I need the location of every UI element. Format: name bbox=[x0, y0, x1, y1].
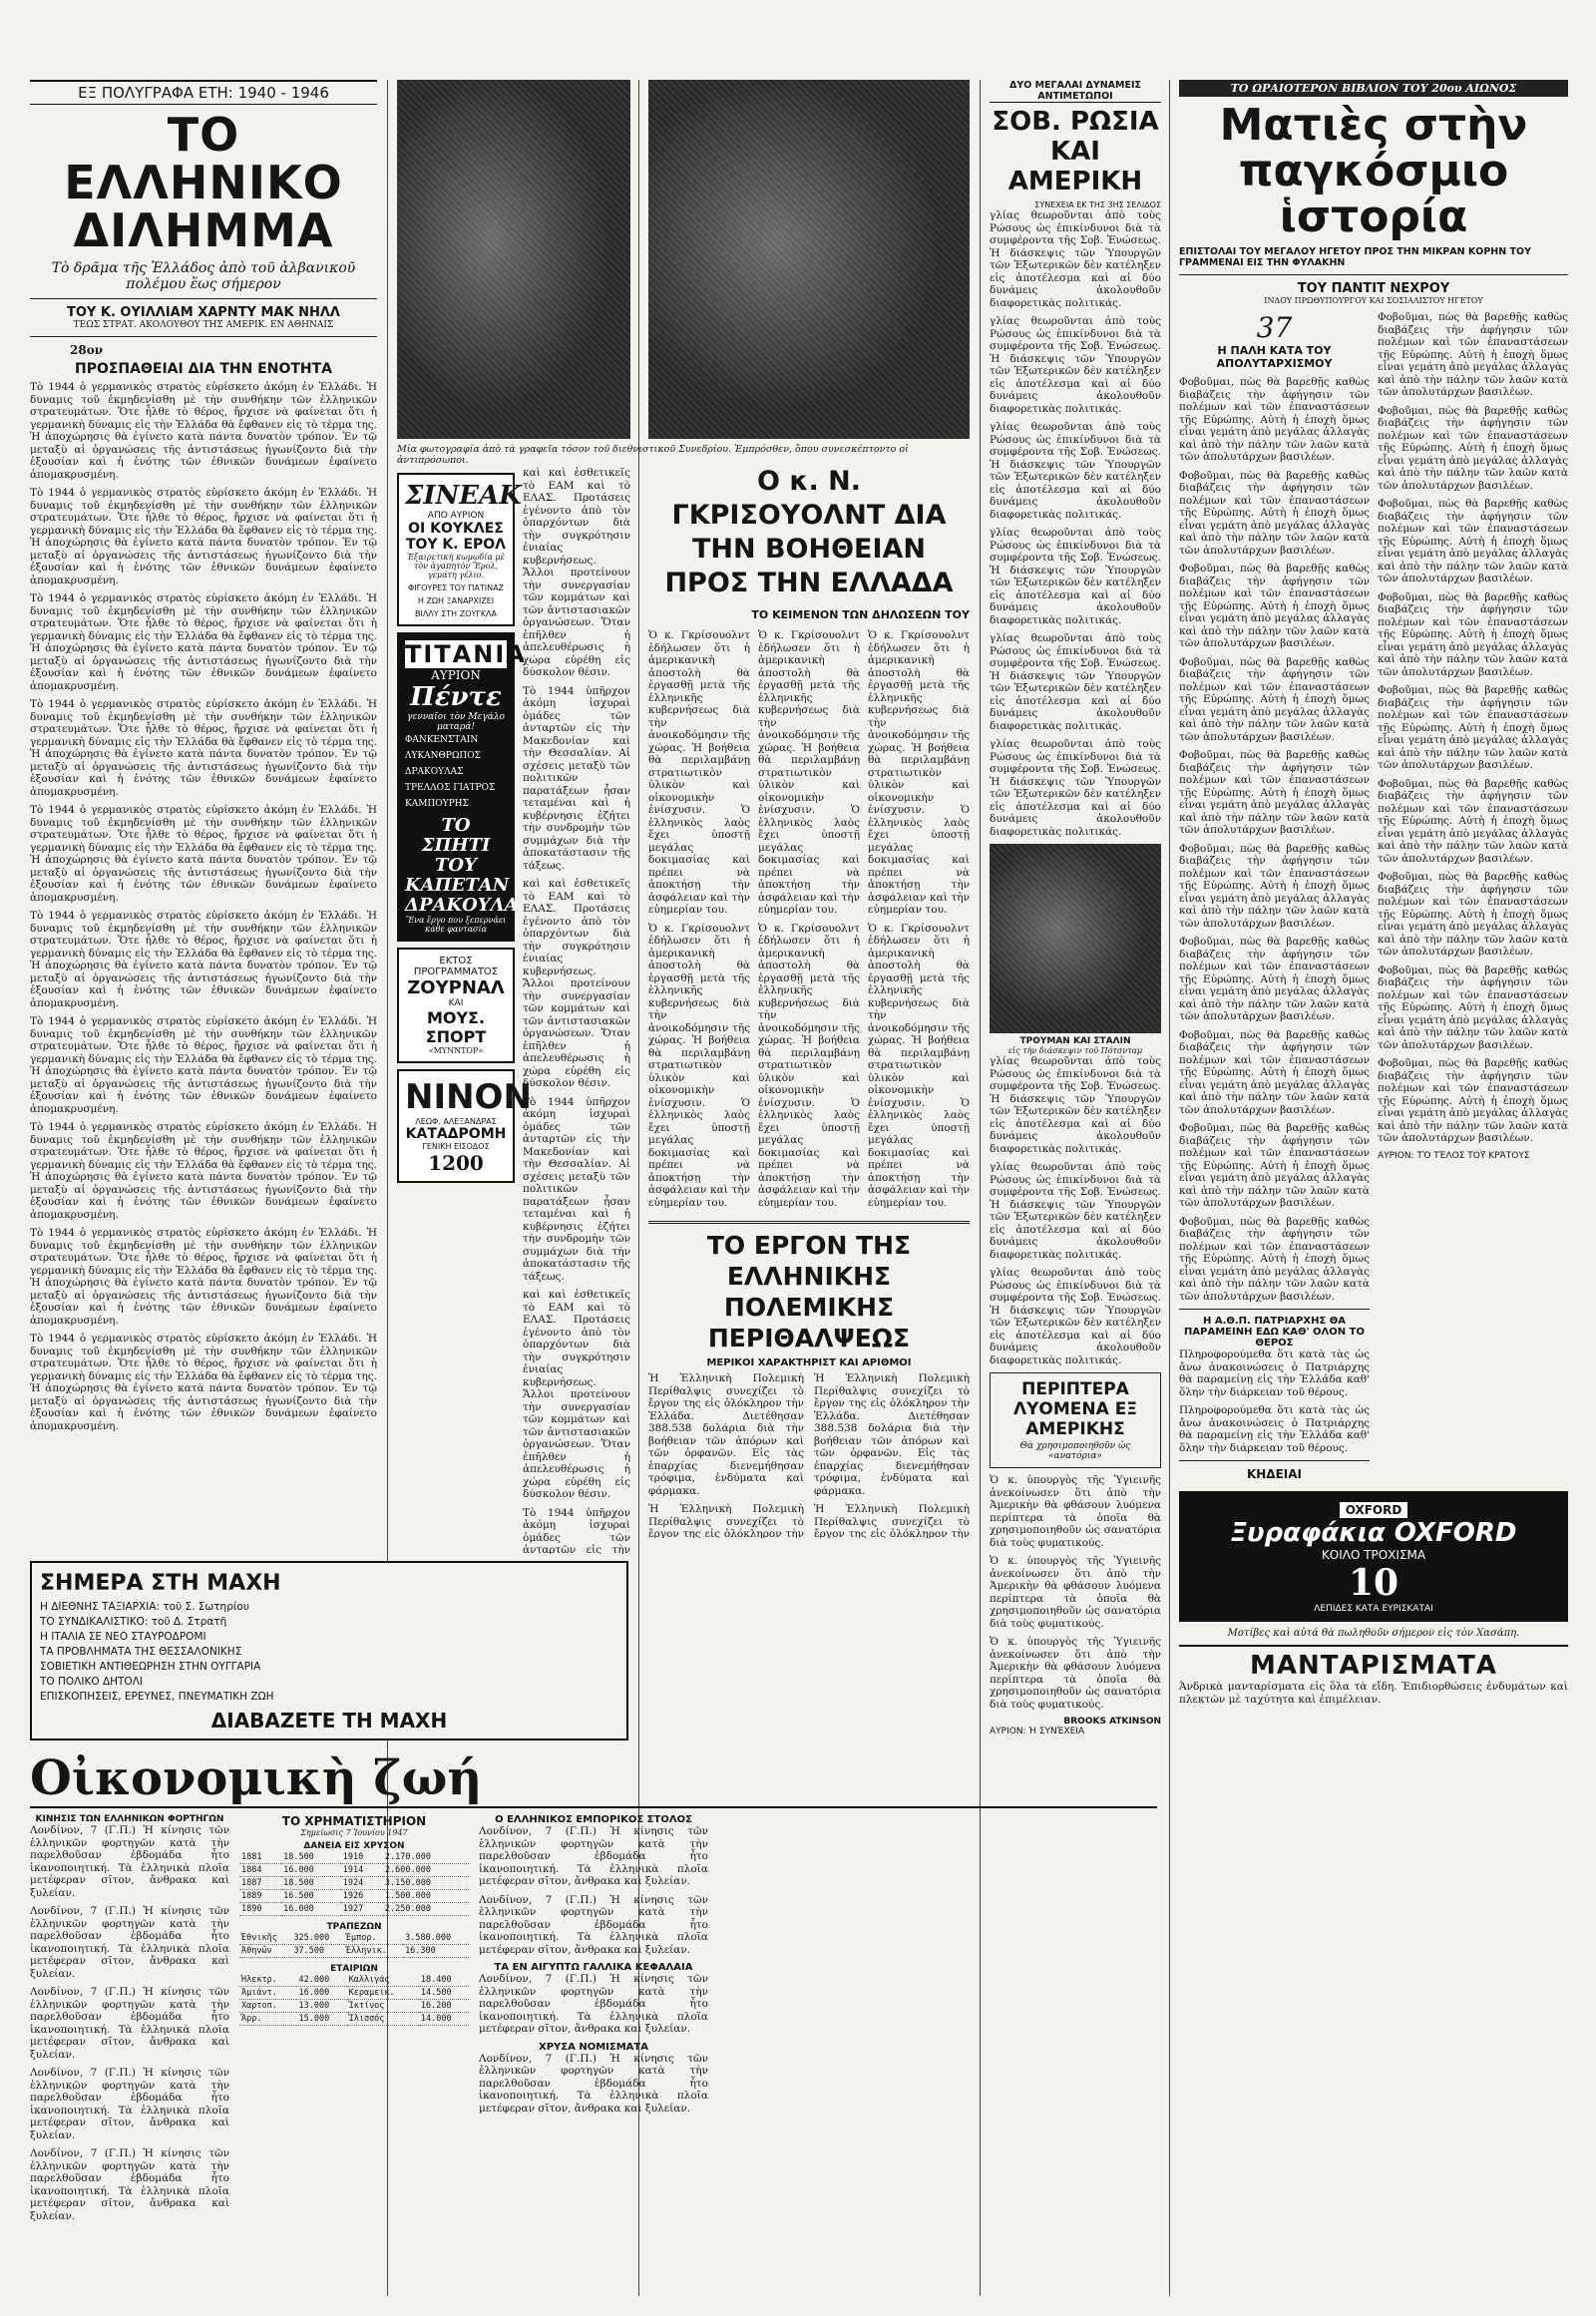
article-body: γλίας θεωροῦνται ἀπὸ τοὺς Ρώσους ὡς ἐπικίνδυνοι διὰ τὰ συμφέροντα τῆς Σοβ. Ἑνώσεως. Ἡ διάσκεψις τῶν Ὑπουργῶν τῶν Ἐξωτερικῶν δὲν κατέληξεν εἰς ἀποτέλεσμα καὶ αἱ δύο δυνάμεις ἀκολουθοῦν διαφορετικὰς πολιτικάς. bbox=[990, 209, 1161, 309]
griswold-body: Ὁ κ. Γκρίσουολντ ἐδήλωσεν ὅτι ἡ ἀμερικανικὴ ἀποστολὴ θὰ ἐργασθῇ μετὰ τῆς ἑλληνικῆς κυβερνήσεως διὰ τὴν ἀνοικοδόμησιν τῆς χώρας. Ἡ βοήθεια θὰ περιλαμβάνῃ στρατιωτικὸν ὑλικὸν καὶ οἰκονομικὴν ἐνίσχυσιν. Ὁ ἑλληνικὸς λαὸς ἔχει ὑποστῇ μεγάλας δοκιμασίας καὶ πρέπει νὰ ἀποκτήσῃ τὴν ἀσφάλειαν καὶ τὴν εὐημερίαν του. bbox=[868, 629, 970, 916]
article-body: Τὸ 1944 ὁ γερμανικὸς στρατὸς εὑρίσκετο ἀκόμη ἐν Ἑλλάδι. Ἡ δυναμις τοῦ ἐκμηδενίσθη μὲ τὴν συνθήκην τῶν ἑλληνικῶν στρατευμάτων. Ὅτε ἦλθε τὸ θέρος, ἤρχισε νὰ φαίνεται ὅτι ἡ γερμανικὴ δύναμις εἰς τὴν Ἑλλάδα θὰ ἔφθανεν εἰς τὸ τέρμα της. Ἡ ἀποχώρησις θὰ ἐγίνετο κατὰ πάντα δυνατὸν τρόπον. Ἐν τῷ μεταξὺ αἱ ὀργανώσεις τῆς ἀντιστάσεως ἠγωνίζοντο διὰ τὴν ἐξουσίαν καὶ ἡ ἑνότης τῶν ἐθνικῶν δυνάμεων ἐφαίνετο ἀπομακρυσμένη. bbox=[30, 698, 377, 798]
economy-body: Λονδίνον, 7 (Γ.Π.) Ἡ κίνησις τῶν ἑλληνικῶν φορτηγῶν κατὰ τὴν παρελθοῦσαν ἑβδομάδα ἦτο ἱκανοποιητική. Τὰ ἑλληνικὰ πλοῖα μετέφεραν σῖτον, ἄνθρακα καὶ ξυλείαν. bbox=[30, 1905, 229, 1980]
oxford-brand: OXFORD bbox=[1340, 1502, 1408, 1518]
column-2-body: καὶ καὶ ἐσθετικεῖς τὸ ΕΑΜ καὶ τὸ ΕΛΑΣ. Προτάσεις ἐγένοντο ἀπὸ τὸν ὁπαρχόντων διὰ τὴν συγκρότησιν ἐνιαίας κυβερνήσεως. Ἄλλοι προτείνουν τὴν συνεργασίαν τῶν κομμάτων καὶ τῶν ἀντιστασιακῶν ὀργανώσεων. Ὅταν ἐπῆλθεν ἡ ἀπελευθέρωσις ἡ χώρα εὑρέθη εἰς δύσκολον θέσιν. bbox=[523, 1289, 630, 1500]
makhi-item: Η ΙΤΑΛΙΑ ΣΕ ΝΕΟ ΣΤΑΥΡΟΔΡΟΜΙ bbox=[40, 1631, 206, 1643]
article-body: Φοβοῦμαι, πὼς θὰ βαρεθῇς καθὼς διαβάζεις τὴν ἀφήγησιν τῶν πολέμων καὶ τῶν ἐπαναστάσεων τῆς Εὐρώπης. Αὐτὴ ἡ ἐποχὴ ὅμως εἶναι γεμάτη ἀπὸ μεγάλας ἀλλαγὰς καὶ ἀπὸ τὴν πάλην τῶν λαῶν κατὰ τῶν ἀπολυτάρχων βασιλέων. bbox=[1179, 469, 1370, 557]
griswold-subhead: ΤΟ ΚΕΙΜΕΝΟΝ ΤΩΝ ΔΗΛΩΣΕΩΝ ΤΟΥ bbox=[751, 608, 970, 621]
sineak-stars: ΦΙΓΟΥΡΕΣ ΤΟΥ ΠΑΤΙΝΑΖ bbox=[407, 583, 505, 592]
kai: ΚΑΙ bbox=[448, 998, 464, 1008]
oxford-product: Ξυραφάκια OXFORD bbox=[1230, 1518, 1517, 1548]
column-rule bbox=[1169, 80, 1170, 2296]
titania-tomorrow: ΑΥΡΙΟΝ bbox=[431, 668, 481, 682]
article-body: Φοβοῦμαι, πὼς θὰ βαρεθῇς καθὼς διαβάζεις τὴν ἀφήγησιν τῶν πολέμων καὶ τῶν ἐπαναστάσεων τῆς Εὐρώπης. Αὐτὴ ἡ ἐποχὴ ὅμως εἶναι γεμάτη ἀπὸ μεγάλας ἀλλαγὰς καὶ ἀπὸ τὴν πάλην τῶν λαῶν κατὰ τῶν ἀπολυτάρχων βασιλέων. bbox=[1378, 404, 1568, 492]
ninon-price: 1200 bbox=[428, 1151, 484, 1175]
headline: Ματιὲς στὴν παγκόσμιο ἱστορία bbox=[1219, 100, 1528, 242]
article-body: γλίας θεωροῦνται ἀπὸ τοὺς Ρώσους ὡς ἐπικίνδυνοι διὰ τὰ συμφέροντα τῆς Σοβ. Ἑνώσεως. Ἡ διάσκεψις τῶν Ὑπουργῶν τῶν Ἐξωτερικῶν δὲν κατέληξεν εἰς ἀποτέλεσμα καὶ αἱ δύο δυνάμεις ἀκολουθοῦν διαφορετικὰς πολιτικάς. bbox=[990, 738, 1161, 838]
patriarch-headline: Η Α.Θ.Π. ΠΑΤΡΙΑΡΧΗΣ ΘΑ ΠΑΡΑΜΕΙΝΗ ΕΔΩ ΚΑΘ' ΟΛΟΝ ΤΟ ΘΕΡΟΣ bbox=[1184, 1316, 1365, 1349]
column-nehru bbox=[1179, 80, 1568, 2296]
economy-title: Οἰκονομικὴ ζωή bbox=[30, 1750, 1157, 1808]
article-body: γλίας θεωροῦνται ἀπὸ τοὺς Ρώσους ὡς ἐπικίνδυνοι διὰ τὰ συμφέροντα τῆς Σοβ. Ἑνώσεως. Ἡ διάσκεψις τῶν Ὑπουργῶν τῶν Ἐξωτερικῶν δὲν κατέληξεν εἰς ἀποτέλεσμα καὶ αἱ δύο δυνάμεις ἀκολουθοῦν διαφορετικὰς πολιτικάς. bbox=[990, 315, 1161, 415]
titania-monster: ΦΑΝΚΕΝΣΤΑΙΝ bbox=[405, 735, 479, 745]
titania-monster: ΚΑΜΠΟΥΡΗΣ bbox=[405, 799, 469, 809]
article-body: Φοβοῦμαι, πὼς θὰ βαρεθῇς καθὼς διαβάζεις τὴν ἀφήγησιν τῶν πολέμων καὶ τῶν ἐπαναστάσεων τῆς Εὐρώπης. Αὐτὴ ἡ ἐποχὴ ὅμως εἶναι γεμάτη ἀπὸ μεγάλας ἀλλαγὰς καὶ ἀπὸ τὴν πάλην τῶν λαῶν κατὰ τῶν ἀπολυτάρχων βασιλέων. bbox=[1179, 749, 1370, 836]
article-body: Φοβοῦμαι, πὼς θὰ βαρεθῇς καθὼς διαβάζεις τὴν ἀφήγησιν τῶν πολέμων καὶ τῶν ἐπαναστάσεων τῆς Εὐρώπης. Αὐτὴ ἡ ἐποχὴ ὅμως εἶναι γεμάτη ἀπὸ μεγάλας ἀλλαγὰς καὶ ἀπὸ τὴν πάλην τῶν λαῶν κατὰ τῶν ἀπολυτάρχων βασιλέων. bbox=[1378, 590, 1568, 678]
sineak-ad[interactable] bbox=[397, 473, 522, 626]
titania-ad[interactable] bbox=[397, 632, 527, 942]
banks-head: ΤΡΑΠΕΖΩΝ bbox=[326, 1922, 382, 1932]
conference-photo bbox=[397, 80, 630, 439]
table-row: 1881 18.500 1910 2.170.000 bbox=[239, 1851, 469, 1864]
article-body: Τὸ 1944 ὁ γερμανικὸς στρατὸς εὑρίσκετο ἀκόμη ἐν Ἑλλάδι. Ἡ δυναμις τοῦ ἐκμηδενίσθη μὲ τὴν συνθήκην τῶν ἑλληνικῶν στρατευμάτων. Ὅτε ἦλθε τὸ θέρος, ἤρχισε νὰ φαίνεται ὅτι ἡ γερμανικὴ δύναμις εἰς τὴν Ἑλλάδα θὰ ἔφθανεν εἰς τὸ τέρμα της. Ἡ ἀποχώρησις θὰ ἐγίνετο κατὰ πάντα δυνατὸν τρόπον. Ἐν τῷ μεταξὺ αἱ ὀργανώσεις τῆς ἀντιστάσεως ἠγωνίζοντο διὰ τὴν ἐξουσίαν καὶ ἡ ἑνότης τῶν ἐθνικῶν δυνάμεων ἐφαίνετο ἀπομακρυσμένη. bbox=[30, 1015, 377, 1115]
article-body: Φοβοῦμαι, πὼς θὰ βαρεθῇς καθὼς διαβάζεις τὴν ἀφήγησιν τῶν πολέμων καὶ τῶν ἐπαναστάσεων τῆς Εὐρώπης. Αὐτὴ ἡ ἐποχὴ ὅμως εἶναι γεμάτη ἀπὸ μεγάλας ἀλλαγὰς καὶ ἀπὸ τὴν πάλην τῶν λαῶν κατὰ τῶν ἀπολυτάρχων βασιλέων. bbox=[1179, 655, 1370, 743]
sineak-desc: Ἐξαιρετικὴ κωμῳδία μὲ τὸν ἀγαπητὸν Ἔρολ, γεμάτη γέλιο. bbox=[407, 553, 505, 579]
economy-body: Λονδίνον, 7 (Γ.Π.) Ἡ κίνησις τῶν ἑλληνικῶν φορτηγῶν κατὰ τὴν παρελθοῦσαν ἑβδομάδα ἦτο ἱκανοποιητική. Τὰ ἑλληνικὰ πλοῖα μετέφεραν σῖτον, ἄνθρακα καὶ ξυλείαν. bbox=[30, 1986, 229, 2061]
table-row: Ἀμιάντ. 16.000 Κεραμεικ. 14.500 bbox=[239, 1987, 469, 2000]
griswold-body: Ὁ κ. Γκρίσουολντ ἐδήλωσεν ὅτι ἡ ἀμερικανικὴ ἀποστολὴ θὰ ἐργασθῇ μετὰ τῆς ἑλληνικῆς κυβερνήσεως διὰ τὴν ἀνοικοδόμησιν τῆς χώρας. Ἡ βοήθεια θὰ περιλαμβάνῃ στρατιωτικὸν ὑλικὸν καὶ οἰκονομικὴν ἐνίσχυσιν. Ὁ ἑλληνικὸς λαὸς ἔχει ὑποστῇ μεγάλας δοκιμασίας καὶ πρέπει νὰ ἀποκτήσῃ τὴν ἀσφάλειαν καὶ τὴν εὐημερίαν του. bbox=[648, 629, 750, 916]
article-body: γλίας θεωροῦνται ἀπὸ τοὺς Ρώσους ὡς ἐπικίνδυνοι διὰ τὰ συμφέροντα τῆς Σοβ. Ἑνώσεως. Ἡ διάσκεψις τῶν Ὑπουργῶν τῶν Ἐξωτερικῶν δὲν κατέληξεν εἰς ἀποτέλεσμα καὶ αἱ δύο δυνάμεις ἀκολουθοῦν διαφορετικὰς πολιτικάς. bbox=[990, 632, 1161, 732]
article-body: Τὸ 1944 ὁ γερμανικὸς στρατὸς εὑρίσκετο ἀκόμη ἐν Ἑλλάδι. Ἡ δυναμις τοῦ ἐκμηδενίσθη μὲ τὴν συνθήκην τῶν ἑλληνικῶν στρατευμάτων. Ὅτε ἦλθε τὸ θέρος, ἤρχισε νὰ φαίνεται ὅτι ἡ γερμανικὴ δύναμις εἰς τὴν Ἑλλάδα θὰ ἔφθανεν εἰς τὸ τέρμα της. Ἡ ἀποχώρησις θὰ ἐγίνετο κατὰ πάντα δυνατὸν τρόπον. Ἐν τῷ μεταξὺ αἱ ὀργανώσεις τῆς ἀντιστάσεως ἠγωνίζοντο διὰ τὴν ἐξουσίαν καὶ ἡ ἑνότης τῶν ἐθνικῶν δυνάμεων ἐφαίνετο ἀπομακρυσμένη. bbox=[30, 381, 377, 481]
table-row: Ἠλεκτρ. 42.000 Καλλιγάς 18.400 bbox=[239, 1974, 469, 1987]
mat-note: Μοτίβες καὶ αὐτά θὰ πωληθοῦν σήμερον εἰς τὸν Χασάπη. bbox=[1227, 1628, 1520, 1639]
economy-sub2: ΤΟ ΧΡΗΜΑΤΙΣΤΗΡΙΟΝ bbox=[281, 1814, 427, 1828]
article-body: Φοβοῦμαι, πὼς θὰ βαρεθῇς καθὼς διαβάζεις τὴν ἀφήγησιν τῶν πολέμων καὶ τῶν ἐπαναστάσεων τῆς Εὐρώπης. Αὐτὴ ἡ ἐποχὴ ὅμως εἶναι γεμάτη ἀπὸ μεγάλας ἀλλαγὰς καὶ ἀπὸ τὴν πάλην τῶν λαῶν κατὰ τῶν ἀπολυτάρχων βασιλέων. bbox=[1378, 871, 1568, 958]
journal: ΖΟΥΡΝΑΛ bbox=[407, 977, 505, 998]
column-soviet-america bbox=[990, 80, 1161, 2296]
subhead: Τὸ δρᾶμα τῆς Ἑλλάδος ἀπὸ τοῦ ἀλβανικοῦ πολέμου ἕως σήμερον bbox=[51, 260, 356, 292]
article-body: Τὸ 1944 ὁ γερμανικὸς στρατὸς εὑρίσκετο ἀκόμη ἐν Ἑλλάδι. Ἡ δυναμις τοῦ ἐκμηδενίσθη μὲ τὴν συνθήκην τῶν ἑλληνικῶν στρατευμάτων. Ὅτε ἦλθε τὸ θέρος, ἤρχισε νὰ φαίνεται ὅτι ἡ γερμανικὴ δύναμις εἰς τὴν Ἑλλάδα θὰ ἔφθανεν εἰς τὸ τέρμα της. Ἡ ἀποχώρησις θὰ ἐγίνετο κατὰ πάντα δυνατὸν τρόπον. Ἐν τῷ μεταξὺ αἱ ὀργανώσεις τῆς ἀντιστάσεως ἠγωνίζοντο διὰ τὴν ἐξουσίαν καὶ ἡ ἑνότης τῶν ἐθνικῶν δυνάμεων ἐφαίνετο ἀπομακρυσμένη. bbox=[30, 592, 377, 692]
patriarch-body: Πληροφορούμεθα ὅτι κατὰ τὰς ὡς ἄνω ἀνακοινώσεις ὁ Πατριάρχης θὰ παραμείνῃ εἰς τὴν Ἑλλάδα καθ' ὅλην τὴν διάρκειαν τοῦ θέρους. bbox=[1179, 1404, 1370, 1454]
griswold-body: Ὁ κ. Γκρίσουολντ ἐδήλωσεν ὅτι ἡ ἀμερικανικὴ ἀποστολὴ θὰ ἐργασθῇ μετὰ τῆς ἑλληνικῆς κυβερνήσεως διὰ τὴν ἀνοικοδόμησιν τῆς χώρας. Ἡ βοήθεια θὰ περιλαμβάνῃ στρατιωτικὸν ὑλικὸν καὶ οἰκονομικὴν ἐνίσχυσιν. Ὁ ἑλληνικὸς λαὸς ἔχει ὑποστῇ μεγάλας δοκιμασίας καὶ πρέπει νὰ ἀποκτήσῃ τὴν ἀσφάλειαν καὶ τὴν εὐημερίαν του. bbox=[758, 922, 860, 1209]
table-row: Χαρτοπ. 13.000 Ἰκτίνος 16.200 bbox=[239, 2000, 469, 2013]
table-row: 1884 16.000 1914 2.600.000 bbox=[239, 1864, 469, 1877]
article-body: γλίας θεωροῦνται ἀπὸ τοὺς Ρώσους ὡς ἐπικίνδυνοι διὰ τὰ συμφέροντα τῆς Σοβ. Ἑνώσεως. Ἡ διάσκεψις τῶν Ὑπουργῶν τῶν Ἐξωτερικῶν δὲν κατέληξεν εἰς ἀποτέλεσμα καὶ αἱ δύο δυνάμεις ἀκολουθοῦν διαφορετικὰς πολιτικάς. bbox=[990, 527, 1161, 626]
article-body: Φοβοῦμαι, πὼς θὰ βαρεθῇς καθὼς διαβάζεις τὴν ἀφήγησιν τῶν πολέμων καὶ τῶν ἐπαναστάσεων τῆς Εὐρώπης. Αὐτὴ ἡ ἐποχὴ ὅμως εἶναι γεμάτη ἀπὸ μεγάλας ἀλλαγὰς καὶ ἀπὸ τὴν πάλην τῶν λαῶν κατὰ τῶν ἀπολυτάρχων βασιλέων. bbox=[1179, 1122, 1370, 1209]
makhi-item: ΤΑ ΠΡΟΒΛΗΜΑΤΑ ΤΗΣ ΘΕΣΣΑΛΟΝΙΚΗΣ bbox=[40, 1646, 242, 1658]
kicker: ΔΥΟ ΜΕΓΑΛΑΙ ΔΥΝΑΜΕΙΣ ΑΝΤΙΜΕΤΩΠΟΙ bbox=[990, 80, 1161, 103]
photo-caption: ΤΡΟΥΜΑΝ ΚΑΙ ΣΤΑΛΙΝ bbox=[1019, 1036, 1131, 1046]
byline: ΤΟΥ Κ. ΟΥΙΛΛΙΑΜ ΧΑΡΝΤΥ ΜΑΚ ΝΗΛΛ bbox=[67, 305, 340, 320]
firms-table bbox=[239, 1974, 469, 2026]
column-center bbox=[648, 80, 970, 1538]
economy-body: Λονδίνον, 7 (Γ.Π.) Ἡ κίνησις τῶν ἑλληνικῶν φορτηγῶν κατὰ τὴν παρελθοῦσαν ἑβδομάδα ἦτο ἱκανοποιητική. Τὰ ἑλληνικὰ πλοῖα μετέφεραν σῖτον, ἄνθρακα καὶ ξυλείαν. bbox=[479, 2052, 708, 2115]
economy-body: Λονδίνον, 7 (Γ.Π.) Ἡ κίνησις τῶν ἑλληνικῶν φορτηγῶν κατὰ τὴν παρελθοῦσαν ἑβδομάδα ἦτο ἱκανοποιητική. Τὰ ἑλληνικὰ πλοῖα μετέφεραν σῖτον, ἄνθρακα καὶ ξυλείαν. bbox=[479, 1973, 708, 2035]
funerals-title: ΚΗΔΕΙΑΙ bbox=[1246, 1467, 1303, 1481]
article-body: Φοβοῦμαι, πὼς θὰ βαρεθῇς καθὼς διαβάζεις τὴν ἀφήγησιν τῶν πολέμων καὶ τῶν ἐπαναστάσεων τῆς Εὐρώπης. Αὐτὴ ἡ ἐποχὴ ὅμως εἶναι γεμάτη ἀπὸ μεγάλας ἀλλαγὰς καὶ ἀπὸ τὴν πάλην τῶν λαῶν κατὰ τῶν ἀπολυτάρχων βασιλέων. bbox=[1179, 376, 1370, 463]
pavilions-body: Ὁ κ. ὑπουργὸς τῆς Ὑγιεινῆς ἀνεκοίνωσεν ὅτι ἀπὸ τὴν Ἀμερικὴν θὰ φθάσουν λυόμενα περίπτερα τὰ ὁποῖα θὰ χρησιμοποιηθοῦν ὡς σανατόρια διὰ τοὺς φυματικούς. bbox=[990, 1636, 1161, 1711]
table-row: 1890 16.000 1927 2.250.000 bbox=[239, 1903, 469, 1916]
headline: ΣΟΒ. ΡΩΣΙΑ ΚΑΙ ΑΜΕΡΙΚΗ bbox=[992, 107, 1159, 196]
part-number: 28ον bbox=[70, 343, 104, 357]
article-body: Τὸ 1944 ὁ γερμανικὸς στρατὸς εὑρίσκετο ἀκόμη ἐν Ἑλλάδι. Ἡ δυναμις τοῦ ἐκμηδενίσθη μὲ τὴν συνθήκην τῶν ἑλληνικῶν στρατευμάτων. Ὅτε ἦλθε τὸ θέρος, ἤρχισε νὰ φαίνεται ὅτι ἡ γερμανικὴ δύναμις εἰς τὴν Ἑλλάδα θὰ ἔφθανεν εἰς τὸ τέρμα της. Ἡ ἀποχώρησις θὰ ἐγίνετο κατὰ πάντα δυνατὸν τρόπον. Ἐν τῷ μεταξὺ αἱ ὀργανώσεις τῆς ἀντιστάσεως ἠγωνίζοντο διὰ τὴν ἐξουσίαν καὶ ἡ ἑνότης τῶν ἐθνικῶν δυνάμεων ἐφαίνετο ἀπομακρυσμένη. bbox=[30, 487, 377, 586]
sineak-short: ΒΙΛΛΥ ΣΤΗ ΖΟΥΓΚΛΑ bbox=[414, 609, 498, 618]
makhi-item: ΤΟ ΣΥΝΔΙΚΑΛΙΣΤΙΚΟ: τοῦ Δ. Στρατῆ bbox=[40, 1616, 227, 1628]
extra-program: ΕΚΤΟΣ ΠΡΟΓΡΑΜΜΑΤΟΣ bbox=[413, 956, 499, 977]
welfare-body: Ἡ Ἑλληνικὴ Πολεμικὴ Περίθαλψις συνεχίζει τὸ ἔργον της εἰς ὁλόκληρον τὴν bbox=[648, 1503, 804, 1538]
griswold-body: Ὁ κ. Γκρίσουολντ ἐδήλωσεν ὅτι ἡ ἀμερικανικὴ ἀποστολὴ θὰ ἐργασθῇ μετὰ τῆς ἑλληνικῆς κυβερνήσεως διὰ τὴν ἀνοικοδόμησιν τῆς χώρας. Ἡ βοήθεια θὰ περιλαμβάνῃ στρατιωτικὸν ὑλικὸν καὶ οἰκονομικὴν ἐνίσχυσιν. Ὁ ἑλληνικὸς λαὸς ἔχει ὑποστῇ μεγάλας δοκιμασίας καὶ πρέπει νὰ ἀποκτήσῃ τὴν ἀσφάλειαν καὶ τὴν εὐημερίαν του. bbox=[868, 922, 970, 1209]
column-2-body: καὶ καὶ ἐσθετικεῖς τὸ ΕΑΜ καὶ τὸ ΕΛΑΣ. Προτάσεις ἐγένοντο ἀπὸ τὸν ὁπαρχόντων διὰ τὴν συγκρότησιν ἐνιαίας κυβερνήσεως. Ἄλλοι προτείνουν τὴν συνεργασίαν τῶν κομμάτων καὶ τῶν ἀντιστασιακῶν ὀργανώσεων. Ὅταν ἐπῆλθεν ἡ ἀπελευθέρωσις ἡ χώρα εὑρέθη εἰς δύσκολον θέσιν. bbox=[523, 467, 630, 678]
makhi-item: Η ΔΙΕΘΝΗΣ ΤΑΞΙΑΡΧΙΑ: τοῦ Σ. Σωτηρίου bbox=[40, 1601, 249, 1613]
oxford-tag: ΚΟΙΛΟ ΤΡΟΧΙΣΜΑ bbox=[1321, 1548, 1426, 1562]
section-title: Η ΠΑΛΗ ΚΑΤΑ ΤΟΥ ΑΠΟΛΥΤΑΡΧΙΣΜΟΥ bbox=[1216, 344, 1333, 370]
welfare-body: Ἡ Ἑλληνικὴ Πολεμικὴ Περίθαλψις συνεχίζει τὸ ἔργον της εἰς ὁλόκληρον τὴν bbox=[814, 1503, 970, 1538]
economy-body: Λονδίνον, 7 (Γ.Π.) Ἡ κίνησις τῶν ἑλληνικῶν φορτηγῶν κατὰ τὴν παρελθοῦσαν ἑβδομάδα ἦτο ἱκανοποιητική. Τὰ ἑλληνικὰ πλοῖα μετέφεραν σῖτον, ἄνθρακα καὶ ξυλείαν. bbox=[30, 2147, 229, 2222]
article-body: γλίας θεωροῦνται ἀπὸ τοὺς Ρώσους ὡς ἐπικίνδυνοι διὰ τὰ συμφέροντα τῆς Σοβ. Ἑνώσεως. Ἡ διάσκεψις τῶν Ὑπουργῶν τῶν Ἐξωτερικῶν δὲν κατέληξεν εἰς ἀποτέλεσμα καὶ αἱ δύο δυνάμεις ἀκολουθοῦν διαφορετικὰς πολιτικάς. bbox=[990, 1161, 1161, 1261]
economy-body: Λονδίνον, 7 (Γ.Π.) Ἡ κίνησις τῶν ἑλληνικῶν φορτηγῶν κατὰ τὴν παρελθοῦσαν ἑβδομάδα ἦτο ἱκανοποιητική. Τὰ ἑλληνικὰ πλοῖα μετέφεραν σῖτον, ἄνθρακα καὶ ξυλείαν. bbox=[30, 2067, 229, 2141]
byline-note: ΤΕΩΣ ΣΤΡΑΤ. ΑΚΟΛΟΥΘΟΥ ΤΗΣ ΑΜΕΡΙΚ. ΕΝ ΑΘΗΝΑΙΣ bbox=[73, 320, 334, 330]
table-row: Ἐθνικῆς 325.000 Ἐμπορ. 3.580.000 bbox=[239, 1932, 469, 1945]
pavilions-body: Ὁ κ. ὑπουργὸς τῆς Ὑγιεινῆς ἀνεκοίνωσεν ὅτι ἀπὸ τὴν Ἀμερικὴν θὰ φθάσουν λυόμενα περίπτερα τὰ ὁποῖα θὰ χρησιμοποιηθοῦν ὡς σανατόρια διὰ τοὺς φυματικούς. bbox=[990, 1555, 1161, 1630]
pavilions-body: Ὁ κ. ὑπουργὸς τῆς Ὑγιεινῆς ἀνεκοίνωσεν ὅτι ἀπὸ τὴν Ἀμερικὴν θὰ φθάσουν λυόμενα περίπτερα τὰ ὁποῖα θὰ χρησιμοποιηθοῦν ὡς σανατόρια διὰ τοὺς φυματικούς. bbox=[990, 1474, 1161, 1549]
continued: ΣΥΝΕΧΕΙΑ ΕΚ ΤΗΣ 3ΗΣ ΣΕΛΙΔΟΣ bbox=[1034, 200, 1161, 209]
ninon-name: ΝΙΝΟΝ bbox=[405, 1077, 532, 1117]
column-2-body: Τὸ 1944 ὑπῆρχον ἀκόμη ἰσχυραὶ ὁμάδες τῶν ἀνταρτῶν εἰς τὴν bbox=[523, 1506, 630, 1554]
ninon-entry: ΓΕΝΙΚΗ ΕΙΣΟΔΟΣ bbox=[422, 1142, 490, 1151]
photo-caption: Μία φωτογραφία ἀπὸ τὰ γραφεῖα τόσον τοῦ διεθνιστικοῦ Συνεδρίου. Ἐμπρόσθεν, ὅπου συνεσκέπτοντο οἱ ἀντιπρόσωποι. bbox=[397, 444, 909, 466]
makhi-title: ΣΗΜΕΡΑ ΣΤΗ ΜΑΧΗ bbox=[40, 1571, 281, 1596]
column-2-body: Τὸ 1944 ὑπῆρχον ἀκόμη ἰσχυραὶ ὁμάδες τῶν ἀνταρτῶν εἰς τὴν Μακεδονίαν καὶ τὴν Θεσσαλίαν. Αἱ σχέσεις μεταξὺ τῶν πολιτικῶν παρατάξεων ἦσαν τεταμέναι καὶ ἡ κυβέρνησις ἐζήτει τὴν συνδρομὴν τῶν συμμάχων διὰ τὴν ἀποκατάστασιν τῆς τάξεως. bbox=[523, 1095, 630, 1283]
economy-sub3: Ο ΕΛΛΗΝΙΚΟΣ ΕΜΠΟΡΙΚΟΣ ΣΤΟΛΟΣ bbox=[495, 1814, 692, 1825]
oxford-note: ΛΕΠΙΔΕΣ ΚΑΤΑ ΕΥΡΙΣΚΑΤΑΙ bbox=[1314, 1604, 1433, 1614]
titania-monster: ΔΡΑΚΟΥΛΑΣ bbox=[405, 767, 464, 777]
article-body: Τὸ 1944 ὁ γερμανικὸς στρατὸς εὑρίσκετο ἀκόμη ἐν Ἑλλάδι. Ἡ δυναμις τοῦ ἐκμηδενίσθη μὲ τὴν συνθήκην τῶν ἑλληνικῶν στρατευμάτων. Ὅτε ἦλθε τὸ θέρος, ἤρχισε νὰ φαίνεται ὅτι ἡ γερμανικὴ δύναμις εἰς τὴν Ἑλλάδα θὰ ἔφθανεν εἰς τὸ τέρμα της. Ἡ ἀποχώρησις θὰ ἐγίνετο κατὰ πάντα δυνατὸν τρόπον. Ἐν τῷ μεταξὺ αἱ ὀργανώσεις τῆς ἀντιστάσεως ἠγωνίζοντο διὰ τὴν ἐξουσίαν καὶ ἡ ἑνότης τῶν ἐθνικῶν δυνάμεων ἐφαίνετο ἀπομακρυσμένη. bbox=[30, 1227, 377, 1327]
article-body: γλίας θεωροῦνται ἀπὸ τοὺς Ρώσους ὡς ἐπικίνδυνοι διὰ τὰ συμφέροντα τῆς Σοβ. Ἑνώσεως. Ἡ διάσκεψις τῶν Ὑπουργῶν τῶν Ἐξωτερικῶν δὲν κατέληξεν εἰς ἀποτέλεσμα καὶ αἱ δύο δυνάμεις ἀκολουθοῦν διαφορετικὰς πολιτικάς. bbox=[990, 1055, 1161, 1155]
makhi-item: ΤΟ ΠΟΛΙΚΟ ΔΗΤΟΛΙ bbox=[40, 1676, 143, 1688]
economy-body: Λονδίνον, 7 (Γ.Π.) Ἡ κίνησις τῶν ἑλληνικῶν φορτηγῶν κατὰ τὴν παρελθοῦσαν ἑβδομάδα ἦτο ἱκανοποιητική. Τὰ ἑλληνικὰ πλοῖα μετέφεραν σῖτον, ἄνθρακα καὶ ξυλείαν. bbox=[30, 1824, 229, 1899]
article-body: Φοβοῦμαι, πὼς θὰ βαρεθῇς καθὼς διαβάζεις τὴν ἀφήγησιν τῶν πολέμων καὶ τῶν ἐπαναστάσεων τῆς Εὐρώπης. Αὐτὴ ἡ ἐποχὴ ὅμως εἶναι γεμάτη ἀπὸ μεγάλας ἀλλαγὰς καὶ ἀπὸ τὴν πάλην τῶν λαῶν κατὰ τῶν ἀπολυτάρχων βασιλέων. bbox=[1378, 777, 1568, 865]
article-body: Τὸ 1944 ὁ γερμανικὸς στρατὸς εὑρίσκετο ἀκόμη ἐν Ἑλλάδι. Ἡ δυναμις τοῦ ἐκμηδενίσθη μὲ τὴν συνθήκην τῶν ἑλληνικῶν στρατευμάτων. Ὅτε ἦλθε τὸ θέρος, ἤρχισε νὰ φαίνεται ὅτι ἡ γερμανικὴ δύναμις εἰς τὴν Ἑλλάδα θὰ ἔφθανεν εἰς τὸ τέρμα της. Ἡ ἀποχώρησις θὰ ἐγίνετο κατὰ πάντα δυνατὸν τρόπον. Ἐν τῷ μεταξὺ αἱ ὀργανώσεις τῆς ἀντιστάσεως ἠγωνίζοντο διὰ τὴν ἐξουσίαν καὶ ἡ ἑνότης τῶν ἐθνικῶν δυνάμεων ἐφαίνετο ἀπομακρυσμένη. bbox=[30, 1333, 377, 1432]
griswold-body: Ὁ κ. Γκρίσουολντ ἐδήλωσεν ὅτι ἡ ἀμερικανικὴ ἀποστολὴ θὰ ἐργασθῇ μετὰ τῆς ἑλληνικῆς κυβερνήσεως διὰ τὴν ἀνοικοδόμησιν τῆς χώρας. Ἡ βοήθεια θὰ περιλαμβάνῃ στρατιωτικὸν ὑλικὸν καὶ οἰκονομικὴν ἐνίσχυσιν. Ὁ ἑλληνικὸς λαὸς ἔχει ὑποστῇ μεγάλας δοκιμασίας καὶ πρέπει νὰ ἀποκτήσῃ τὴν ἀσφάλειαν καὶ τὴν εὐημερίαν του. bbox=[648, 922, 750, 1209]
ninon-shop: ΚΑΤΑΔΡΟΜΗ bbox=[405, 1126, 507, 1142]
ninon-address: ΛΕΩΦ. ΑΛΕΞΑΝΔΡΑΣ bbox=[415, 1117, 497, 1126]
patriarch-body: Πληροφορούμεθα ὅτι κατὰ τὰς ὡς ἄνω ἀνακοινώσεις ὁ Πατριάρχης θὰ παραμείνῃ εἰς τὴν Ἑλλάδα καθ' ὅλην τὴν διάρκειαν τοῦ θέρους. bbox=[1179, 1349, 1370, 1398]
titania-monster: ΛΥΚΑΝΘΡΩΠΟΣ bbox=[405, 751, 482, 761]
mat-title: ΜΑΝΤΑΡΙΣΜΑΤΑ bbox=[1179, 1645, 1568, 1681]
titania-film: ΤΟ ΣΠΗΤΙ ΤΟΥ ΚΑΠΕΤΑΝ ΔΡΑΚΟΥΛΑ bbox=[405, 815, 519, 916]
article-body: Φοβοῦμαι, πὼς θὰ βαρεθῇς καθὼς διαβάζεις τὴν ἀφήγησιν τῶν πολέμων καὶ τῶν ἐπαναστάσεων τῆς Εὐρώπης. Αὐτὴ ἡ ἐποχὴ ὅμως εἶναι γεμάτη ἀπὸ μεγάλας ἀλλαγὰς καὶ ἀπὸ τὴν πάλην τῶν λαῶν κατὰ τῶν ἀπολυτάρχων βασιλέων. bbox=[1378, 684, 1568, 771]
mat-body: Ἀνδρικὰ μανταρίσματα εἰς ὅλα τὰ εἴδη. Ἐπιδιορθώσεις ἐνδυμάτων καὶ πλεκτῶν μὲ ταχύτητα καὶ ἐπιμέλειαν. bbox=[1179, 1681, 1568, 1706]
griswold-body: Ὁ κ. Γκρίσουολντ ἐδήλωσεν ὅτι ἡ ἀμερικανικὴ ἀποστολὴ θὰ ἐργασθῇ μετὰ τῆς ἑλληνικῆς κυβερνήσεως διὰ τὴν ἀνοικοδόμησιν τῆς χώρας. Ἡ βοήθεια θὰ περιλαμβάνῃ στρατιωτικὸν ὑλικὸν καὶ οἰκονομικὴν ἐνίσχυσιν. Ὁ ἑλληνικὸς λαὸς ἔχει ὑποστῇ μεγάλας δοκιμασίας καὶ πρέπει νὰ ἀποκτήσῃ τὴν ἀσφάλειαν καὶ τὴν εὐημερίαν του. bbox=[758, 629, 860, 916]
sineak-title: ΟΙ ΚΟΥΚΛΕΣ ΤΟΥ Κ. ΕΡΟΛ bbox=[405, 521, 507, 553]
makhi-item: ΣΟΒΙΕΤΙΚΗ ΑΝΤΙΘΕΩΡΗΣΗ ΣΤΗΝ ΟΥΓΓΑΡΙΑ bbox=[40, 1661, 261, 1673]
article-body: Τὸ 1944 ὁ γερμανικὸς στρατὸς εὑρίσκετο ἀκόμη ἐν Ἑλλάδι. Ἡ δυναμις τοῦ ἐκμηδενίσθη μὲ τὴν συνθήκην τῶν ἑλληνικῶν στρατευμάτων. Ὅτε ἦλθε τὸ θέρος, ἤρχισε νὰ φαίνεται ὅτι ἡ γερμανικὴ δύναμις εἰς τὴν Ἑλλάδα θὰ ἔφθανεν εἰς τὸ τέρμα της. Ἡ ἀποχώρησις θὰ ἐγίνετο κατὰ πάντα δυνατὸν τρόπον. Ἐν τῷ μεταξὺ αἱ ὀργανώσεις τῆς ἀντιστάσεως ἠγωνίζοντο διὰ τὴν ἐξουσίαν καὶ ἡ ἑνότης τῶν ἐθνικῶν δυνάμεων ἐφαίνετο ἀπομακρυσμένη. bbox=[30, 804, 377, 904]
column-2-body: καὶ καὶ ἐσθετικεῖς τὸ ΕΑΜ καὶ τὸ ΕΛΑΣ. Προτάσεις ἐγένοντο ἀπὸ τὸν ὁπαρχόντων διὰ τὴν συγκρότησιν ἐνιαίας κυβερνήσεως. Ἄλλοι προτείνουν τὴν συνεργασίαν τῶν κομμάτων καὶ τῶν ἀντιστασιακῶν ὀργανώσεων. Ὅταν ἐπῆλθεν ἡ ἀπελευθέρωσις ἡ χώρα εὑρέθη εἰς δύσκολον θέσιν. bbox=[523, 878, 630, 1089]
table-row: Ἄρρ. 15.000 Ἰλισσός 14.000 bbox=[239, 2013, 469, 2026]
next-installment: ΑΥΡΙΟΝ: Ἡ ΣΥΝΈΧΕΙΑ bbox=[990, 1727, 1085, 1737]
welfare-headline: ΤΟ ΕΡΓΟΝ ΤΗΣ ΕΛΛΗΝΙΚΗΣ ΠΟΛΕΜΙΚΗΣ ΠΕΡΙΘΑΛΨΕΩΣ bbox=[706, 1231, 912, 1352]
sport: ΜΟΥΣ. ΣΠΟΡΤ bbox=[425, 1008, 487, 1046]
article-body: Φοβοῦμαι, πὼς θὰ βαρεθῇς καθὼς διαβάζεις τὴν ἀφήγησιν τῶν πολέμων καὶ τῶν ἐπαναστάσεων τῆς Εὐρώπης. Αὐτὴ ἡ ἐποχὴ ὅμως εἶναι γεμάτη ἀπὸ μεγάλας ἀλλαγὰς καὶ ἀπὸ τὴν πάλην τῶν λαῶν κατὰ τῶν ἀπολυτάρχων βασιλέων. bbox=[1378, 311, 1568, 398]
article-body: Φοβοῦμαι, πὼς θὰ βαρεθῇς καθὼς διαβάζεις τὴν ἀφήγησιν τῶν πολέμων καὶ τῶν ἐπαναστάσεων τῆς Εὐρώπης. Αὐτὴ ἡ ἐποχὴ ὅμως εἶναι γεμάτη ἀπὸ μεγάλας ἀλλαγὰς καὶ ἀπὸ τὴν πάλην τῶν λαῶν κατὰ τῶν ἀπολυτάρχων βασιλέων. bbox=[1179, 563, 1370, 649]
pavilions-headline: ΠΕΡΙΠΤΕΡΑ ΛΥΟΜΕΝΑ ΕΞ ΑΜΕΡΙΚΗΣ bbox=[1012, 1379, 1138, 1439]
economy-section bbox=[30, 1750, 1157, 2294]
article-body: Φοβοῦμαι, πὼς θὰ βαρεθῇς καθὼς διαβάζεις τὴν ἀφήγησιν τῶν πολέμων καὶ τῶν ἐπαναστάσεων τῆς Εὐρώπης. Αὐτὴ ἡ ἐποχὴ ὅμως εἶναι γεμάτη ἀπὸ μεγάλας ἀλλαγὰς καὶ ἀπὸ τὴν πάλην τῶν λαῶν κατὰ τῶν ἀπολυτάρχων βασιλέων. bbox=[1179, 1215, 1370, 1303]
sineak-tomorrow: ΑΠΟ ΑΥΡΙΟΝ bbox=[427, 511, 485, 521]
table-row: 1887 18.500 1924 3.150.000 bbox=[239, 1877, 469, 1890]
titania-sub: γενναῖοι τὸν Μεγάλο ματαρά! bbox=[407, 712, 505, 732]
column-2-body: Τὸ 1944 ὑπῆρχον ἀκόμη ἰσχυραὶ ὁμάδες τῶν ἀνταρτῶν εἰς τὴν Μακεδονίαν καὶ τὴν Θεσσαλίαν. Αἱ σχέσεις μεταξὺ τῶν πολιτικῶν παρατάξεων ἦσαν τεταμέναι καὶ ἡ κυβέρνησις ἐζήτει τὴν συνδρομὴν τῶν συμμάχων διὰ τὴν ἀποκατάστασιν τῆς τάξεως. bbox=[523, 684, 630, 872]
titania-note: Ἕνα ἔργο που ξεπερνάει κάθε φαντασία bbox=[405, 916, 507, 934]
titania-name: ΤΙΤΑΝΙΑ bbox=[405, 640, 527, 668]
sineak-extra: Η ΖΩΗ ΞΑΝΑΡΧΙΖΕΙ bbox=[417, 596, 495, 605]
loans-table bbox=[239, 1851, 469, 1916]
byline: ΤΟΥ ΠΑΝΤΙΤ ΝΕΧΡΟΥ bbox=[1297, 281, 1450, 296]
welfare-body: Ἡ Ἑλληνικὴ Πολεμικὴ Περίθαλψις συνεχίζει τὸ ἔργον της εἰς ὁλόκληρον τὴν Ἑλλάδα. Διετέθησαν 388.538 δολάρια διὰ τὴν βοήθειαν τῶν ἀπόρων καὶ τῶν ὀρφανῶν. Εἰς τὰς ἐπαρχίας διενεμήθησαν τρόφιμα, ἐνδύματα καὶ φάρμακα. bbox=[648, 1372, 804, 1497]
makhi-box bbox=[30, 1561, 628, 1740]
sport-note: «ΜΥΝΝΤΟΡ» bbox=[428, 1046, 484, 1055]
article-body: Φοβοῦμαι, πὼς θὰ βαρεθῇς καθὼς διαβάζεις τὴν ἀφήγησιν τῶν πολέμων καὶ τῶν ἐπαναστάσεων τῆς Εὐρώπης. Αὐτὴ ἡ ἐποχὴ ὅμως εἶναι γεμάτη ἀπὸ μεγάλας ἀλλαγὰς καὶ ἀπὸ τὴν πάλην τῶν λαῶν κατὰ τῶν ἀπολυτάρχων βασιλέων. bbox=[1378, 1057, 1568, 1144]
article-body: Τὸ 1944 ὁ γερμανικὸς στρατὸς εὑρίσκετο ἀκόμη ἐν Ἑλλάδι. Ἡ δυναμις τοῦ ἐκμηδενίσθη μὲ τὴν συνθήκην τῶν ἑλληνικῶν στρατευμάτων. Ὅτε ἦλθε τὸ θέρος, ἤρχισε νὰ φαίνεται ὅτι ἡ γερμανικὴ δύναμις εἰς τὴν Ἑλλάδα θὰ ἔφθανεν εἰς τὸ τέρμα της. Ἡ ἀποχώρησις θὰ ἐγίνετο κατὰ πάντα δυνατὸν τρόπον. Ἐν τῷ μεταξὺ αἱ ὀργανώσεις τῆς ἀντιστάσεως ἠγωνίζοντο διὰ τὴν ἐξουσίαν καὶ ἡ ἑνότης τῶν ἐθνικῶν δυνάμεων ἐφαίνετο ἀπομακρυσμένη. bbox=[30, 910, 377, 1009]
pavilions-subhead: Θὰ χρησιμοποιηθοῦν ὡς «ανατόρια» bbox=[1019, 1441, 1131, 1461]
economy-body: Λονδίνον, 7 (Γ.Π.) Ἡ κίνησις τῶν ἑλληνικῶν φορτηγῶν κατὰ τὴν παρελθοῦσαν ἑβδομάδα ἦτο ἱκανοποιητική. Τὰ ἑλληνικὰ πλοῖα μετέφεραν σῖτον, ἄνθρακα καὶ ξυλείαν. bbox=[479, 1893, 708, 1956]
makhi-footer: ΔΙΑΒΑΖΕΤΕ ΤΗ ΜΑΧΗ bbox=[210, 1709, 448, 1733]
table-row: 1889 16.500 1926 1.500.000 bbox=[239, 1890, 469, 1903]
pavilions-box bbox=[990, 1372, 1161, 1468]
gold-coins: ΧΡΥΣΑ ΝΟΜΙΣΜΑΤΑ bbox=[539, 2041, 648, 2053]
welfare-body: Ἡ Ἑλληνικὴ Πολεμικὴ Περίθαλψις συνεχίζει τὸ ἔργον της εἰς ὁλόκληρον τὴν Ἑλλάδα. Διετέθησαν 388.538 δολάρια διὰ τὴν βοήθειαν τῶν ἀπόρων καὶ τῶν ὀρφανῶν. Εἰς τὰς ἐπαρχίας διενεμήθησαν τρόφιμα, ἐνδύματα καὶ φάρμακα. bbox=[814, 1372, 970, 1497]
titania-monster: ΤΡΕΛΛΟΣ ΓΙΑΤΡΟΣ bbox=[405, 783, 496, 793]
table-row: Ἀθηνῶν 37.500 Ἐλληνικ. 16.300 bbox=[239, 1945, 469, 1958]
firms-head: ΕΤΑΙΡΙΩΝ bbox=[330, 1964, 378, 1974]
article-body: Φοβοῦμαι, πὼς θὰ βαρεθῇς καθὼς διαβάζεις τὴν ἀφήγησιν τῶν πολέμων καὶ τῶν ἐπαναστάσεων τῆς Εὐρώπης. Αὐτὴ ἡ ἐποχὴ ὅμως εἶναι γεμάτη ἀπὸ μεγάλας ἀλλαγὰς καὶ ἀπὸ τὴν πάλην τῶν λαῶν κατὰ τῶν ἀπολυτάρχων βασιλέων. bbox=[1378, 498, 1568, 584]
installment-number: 37 bbox=[1256, 311, 1293, 344]
article-body: Φοβοῦμαι, πὼς θὰ βαρεθῇς καθὼς διαβάζεις τὴν ἀφήγησιν τῶν πολέμων καὶ τῶν ἐπαναστάσεων τῆς Εὐρώπης. Αὐτὴ ἡ ἐποχὴ ὅμως εἶναι γεμάτη ἀπὸ μεγάλας ἀλλαγὰς καὶ ἀπὸ τὴν πάλην τῶν λαῶν κατὰ τῶν ἀπολυτάρχων βασιλέων. bbox=[1179, 1028, 1370, 1116]
ninon-ad[interactable] bbox=[397, 1069, 532, 1183]
headline: ΤΟ ΕΛΛΗΝΙΚΟ ΔΙΛΗΜΜΑ bbox=[64, 108, 343, 257]
sineak-name: ΣΙΝΕΑΚ bbox=[405, 481, 522, 511]
article-body: γλίας θεωροῦνται ἀπὸ τοὺς Ρώσους ὡς ἐπικίνδυνοι διὰ τὰ συμφέροντα τῆς Σοβ. Ἑνώσεως. Ἡ διάσκεψις τῶν Ὑπουργῶν τῶν Ἐξωτερικῶν δὲν κατέληξεν εἰς ἀποτέλεσμα καὶ αἱ δύο δυνάμεις ἀκολουθοῦν διαφορετικὰς πολιτικάς. bbox=[990, 1267, 1161, 1366]
economy-body: Λονδίνον, 7 (Γ.Π.) Ἡ κίνησις τῶν ἑλληνικῶν φορτηγῶν κατὰ τὴν παρελθοῦσαν ἑβδομάδα ἦτο ἱκανοποιητική. Τὰ ἑλληνικὰ πλοῖα μετέφεραν σῖτον, ἄνθρακα καὶ ξυλείαν. bbox=[479, 1825, 708, 1887]
article-body: Φοβοῦμαι, πὼς θὰ βαρεθῇς καθὼς διαβάζεις τὴν ἀφήγησιν τῶν πολέμων καὶ τῶν ἐπαναστάσεων τῆς Εὐρώπης. Αὐτὴ ἡ ἐποχὴ ὅμως εἶναι γεμάτη ἀπὸ μεγάλας ἀλλαγὰς καὶ ἀπὸ τὴν πάλην τῶν λαῶν κατὰ τῶν ἀπολυτάρχων βασιλέων. bbox=[1179, 842, 1370, 930]
banks-table bbox=[239, 1932, 469, 1958]
loans-head: ΔΑΝΕΙΑ ΕΙΣ ΧΡΥΣΟΝ bbox=[303, 1841, 405, 1851]
kicker: ΕΞ ΠΟΛΥΓΡΑΦΑ ΕΤΗ: 1940 - 1946 bbox=[30, 80, 377, 105]
economy-sub2-note: Σημείωσις 7 Ἰουνίου 1947 bbox=[300, 1828, 408, 1837]
titania-pente: Πέντε bbox=[410, 682, 502, 712]
article-body: Φοβοῦμαι, πὼς θὰ βαρεθῇς καθὼς διαβάζεις τὴν ἀφήγησιν τῶν πολέμων καὶ τῶν ἐπαναστάσεων τῆς Εὐρώπης. Αὐτὴ ἡ ἐποχὴ ὅμως εἶναι γεμάτη ἀπὸ μεγάλας ἀλλαγὰς καὶ ἀπὸ τὴν πάλην τῶν λαῶν κατὰ τῶν ἀπολυτάρχων βασιλέων. bbox=[1378, 964, 1568, 1051]
economy-sub1: ΚΙΝΗΣΙΣ ΤΩΝ ΕΛΛΗΝΙΚΩΝ ΦΟΡΤΗΓΩΝ bbox=[35, 1814, 224, 1824]
program-ad bbox=[397, 948, 515, 1063]
kicker: ΤΟ ΩΡΑΙΟΤΕΡΟΝ ΒΙΒΛΙΟΝ ΤΟΥ 20ου ΑΙΩΝΟΣ bbox=[1179, 80, 1568, 97]
byline-note: ΙΝΔΟΥ ΠΡΩΘΥΠΟΥΡΓΟΥ ΚΑΙ ΣΟΣΙΑΛΙΣΤΟΥ ΗΓΕΤΟΥ bbox=[1264, 296, 1483, 305]
griswold-headline: Ο κ. Ν. ΓΚΡΙΣΟΥΟΛΝΤ ΔΙΑ ΤΗΝ ΒΟΗΘΕΙΑΝ ΠΡΟΣ ΤΗΝ ΕΛΛΑΔΑ bbox=[664, 466, 954, 598]
column-2-text bbox=[397, 467, 630, 1554]
photo-caption-sub: εἰς τὴν διάσκεψιν τοῦ Πότσνταμ bbox=[1007, 1046, 1143, 1055]
foreign-capital: ΤΑ ΕΝ ΑΙΓΥΠΤΩ ΓΑΛΛΙΚΑ ΚΕΦΑΛΑΙΑ bbox=[494, 1962, 693, 1973]
article-body: Φοβοῦμαι, πὼς θὰ βαρεθῇς καθὼς διαβάζεις τὴν ἀφήγησιν τῶν πολέμων καὶ τῶν ἐπαναστάσεων τῆς Εὐρώπης. Αὐτὴ ἡ ἐποχὴ ὅμως εἶναι γεμάτη ἀπὸ μεγάλας ἀλλαγὰς καὶ ἀπὸ τὴν πάλην τῶν λαῶν κατὰ τῶν ἀπολυτάρχων βασιλέων. bbox=[1179, 936, 1370, 1022]
section-title: ΠΡΟΣΠΑΘΕΙΑΙ ΔΙΑ ΤΗΝ ΕΝΟΤΗΤΑ bbox=[74, 361, 333, 377]
author: BROOKS ATKINSON bbox=[1063, 1717, 1161, 1727]
next-installment: ΑΥΡΙΟΝ: ΤῸ ΤΈΛΟΣ ΤΟΥ͂ ΚΡΆΤΟΥΣ bbox=[1378, 1150, 1530, 1161]
article-body: γλίας θεωροῦνται ἀπὸ τοὺς Ρώσους ὡς ἐπικίνδυνοι διὰ τὰ συμφέροντα τῆς Σοβ. Ἑνώσεως. Ἡ διάσκεψις τῶν Ὑπουργῶν τῶν Ἐξωτερικῶν δὲν κατέληξεν εἰς ἀποτέλεσμα καὶ αἱ δύο δυνάμεις ἀκολουθοῦν διαφορετικὰς πολιτικάς. bbox=[990, 421, 1161, 521]
subhead: ΕΠΙΣΤΟΛΑΙ ΤΟΥ ΜΕΓΑΛΟΥ ΗΓΕΤΟΥ ΠΡΟΣ ΤΗΝ ΜΙΚΡΑΝ ΚΟΡΗΝ ΤΟΥ ΓΡΑΜΜΕΝΑΙ ΕΙΣ ΤΗΝ ΦΥΛΑΚΗΝ bbox=[1179, 246, 1531, 268]
oxford-ad[interactable] bbox=[1179, 1491, 1568, 1622]
truman-stalin-photo bbox=[990, 844, 1161, 1033]
conference-photo-right bbox=[648, 80, 970, 439]
oxford-count: 10 bbox=[1348, 1562, 1399, 1604]
welfare-subhead: ΜΕΡΙΚΟΙ ΧΑΡΑΚΤΗΡΙΣΤ ΚΑΙ ΑΡΙΘΜΟΙ bbox=[706, 1357, 912, 1368]
makhi-item: ΕΠΙΣΚΟΠΗΣΕΙΣ, ΕΡΕΥΝΕΣ, ΠΝΕΥΜΑΤΙΚΗ ΖΩΗ bbox=[40, 1691, 274, 1703]
article-body: Τὸ 1944 ὁ γερμανικὸς στρατὸς εὑρίσκετο ἀκόμη ἐν Ἑλλάδι. Ἡ δυναμις τοῦ ἐκμηδενίσθη μὲ τὴν συνθήκην τῶν ἑλληνικῶν στρατευμάτων. Ὅτε ἦλθε τὸ θέρος, ἤρχισε νὰ φαίνεται ὅτι ἡ γερμανικὴ δύναμις εἰς τὴν Ἑλλάδα θὰ ἔφθανεν εἰς τὸ τέρμα της. Ἡ ἀποχώρησις θὰ ἐγίνετο κατὰ πάντα δυνατὸν τρόπον. Ἐν τῷ μεταξὺ αἱ ὀργανώσεις τῆς ἀντιστάσεως ἠγωνίζοντο διὰ τὴν ἐξουσίαν καὶ ἡ ἑνότης τῶν ἐθνικῶν δυνάμεων ἐφαίνετο ἀπομακρυσμένη. bbox=[30, 1121, 377, 1221]
